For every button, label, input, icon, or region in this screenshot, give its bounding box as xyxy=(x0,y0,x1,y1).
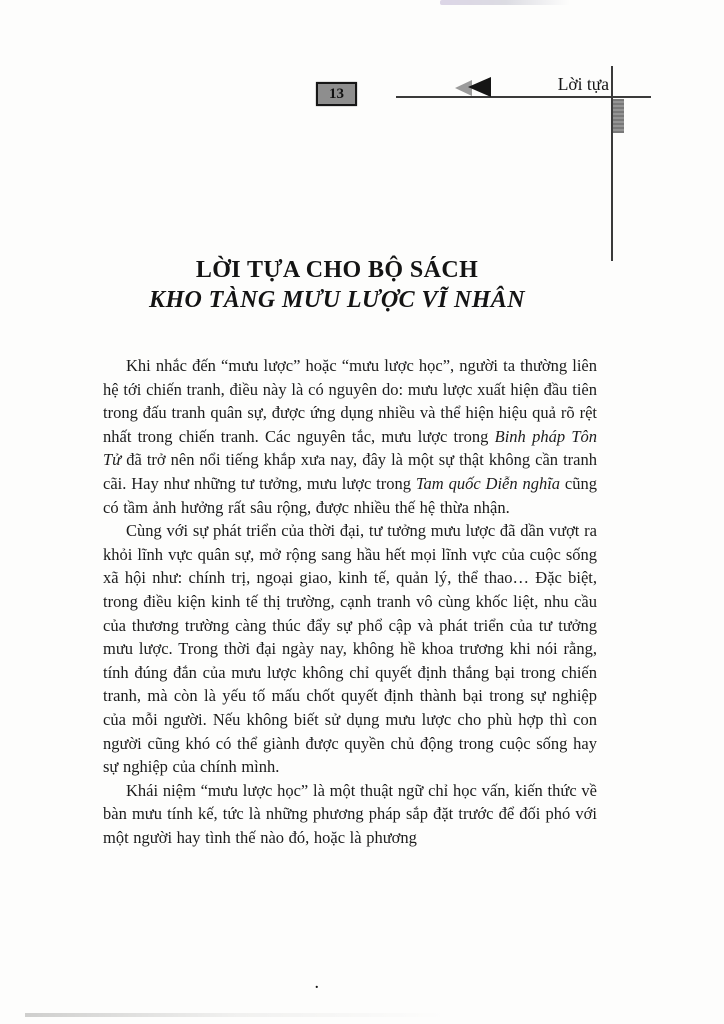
chapter-title-line2: KHO TÀNG MƯU LƯỢC VĨ NHÂN xyxy=(149,287,525,313)
book-title-italic: Binh pháp Tôn Tử xyxy=(103,426,598,470)
paragraph-text: cũng có tầm ảnh hưởng rất sâu rộng, được nhiều thế hệ thừa nhận. xyxy=(103,473,598,517)
paragraph xyxy=(103,519,597,779)
paragraph-text: đã trở nên nổi tiếng khắp xưa nay, đây là một sự thật không cần tranh cãi. Hay như những tư tưởng, mưu lược trong xyxy=(103,450,597,493)
footer-dot: . xyxy=(315,977,319,992)
paragraph xyxy=(103,779,597,850)
scan-artifact-bottom xyxy=(25,1013,445,1017)
header-vertical-rule xyxy=(611,66,613,261)
text-column xyxy=(103,255,597,849)
book-title-italic: Tam quốc Diễn nghĩa xyxy=(415,473,561,493)
body-paragraphs xyxy=(103,354,597,849)
paragraph-text: Khi nhắc đến “mưu lược” hoặc “mưu lược học”, người ta thường liên hệ tới chiến tranh, điều này là có nguyên do: mưu lược xuất hiện đầu tiên trong đấu tranh quân sự, được ứng dụng nhiều và thể hiện hiệu quả rõ rệt nhất trong chiến tranh. Các nguyên tắc, mưu lược trong xyxy=(103,356,597,446)
paragraph xyxy=(103,354,597,519)
chapter-title-line1: LỜI TỰA CHO BỘ SÁCH xyxy=(195,257,479,283)
paragraph-text: Khái niệm “mưu lược học” là một thuật ngữ chỉ học vấn, kiến thức về bàn mưu tính kế, tức là những phương pháp sắp đặt trước để đối phó với một người hay tình thế nào đó, hoặc là phương xyxy=(103,780,597,847)
paragraph-text: Cùng với sự phát triển của thời đại, tư tưởng mưu lược đã dần vượt ra khỏi lĩnh vực quân sự, mở rộng sang hầu hết mọi lĩnh vực của cuộc sống xã hội như: chính trị, ngoại giao, kinh tế, quản lý, thể thao… Đặc biệt, trong điều kiện kinh tế thị trường, cạnh tranh vô cùng khốc liệt, nhu cầu của thương trường càng thúc đẩy sự phổ cập và phát triển của tư tưởng mưu lược. Trong thời đại ngày nay, không hề khoa trương khi nói rằng, tính đúng đắn của mưu lược không chỉ quyết định thắng bại trong chiến tranh, mà còn là yếu tố mấu chốt quyết định thành bại trong sự nghiệp của mỗi người. Nếu không biết sử dụng mưu lược cho phù hợp thì con người cũng khó có thể giành được quyền chủ động trong cuộc sống hay sự nghiệp của chính mình. xyxy=(103,521,597,777)
header-gray-tab xyxy=(613,99,624,133)
page-number-badge xyxy=(316,82,357,106)
left-arrow-black-icon xyxy=(468,77,491,97)
page-number: 13 xyxy=(329,85,344,102)
running-header-section-label: Lời tựa xyxy=(557,74,609,94)
chapter-title-block xyxy=(103,255,571,315)
scan-artifact-top xyxy=(440,0,570,5)
double-left-arrow-icon xyxy=(455,76,493,98)
